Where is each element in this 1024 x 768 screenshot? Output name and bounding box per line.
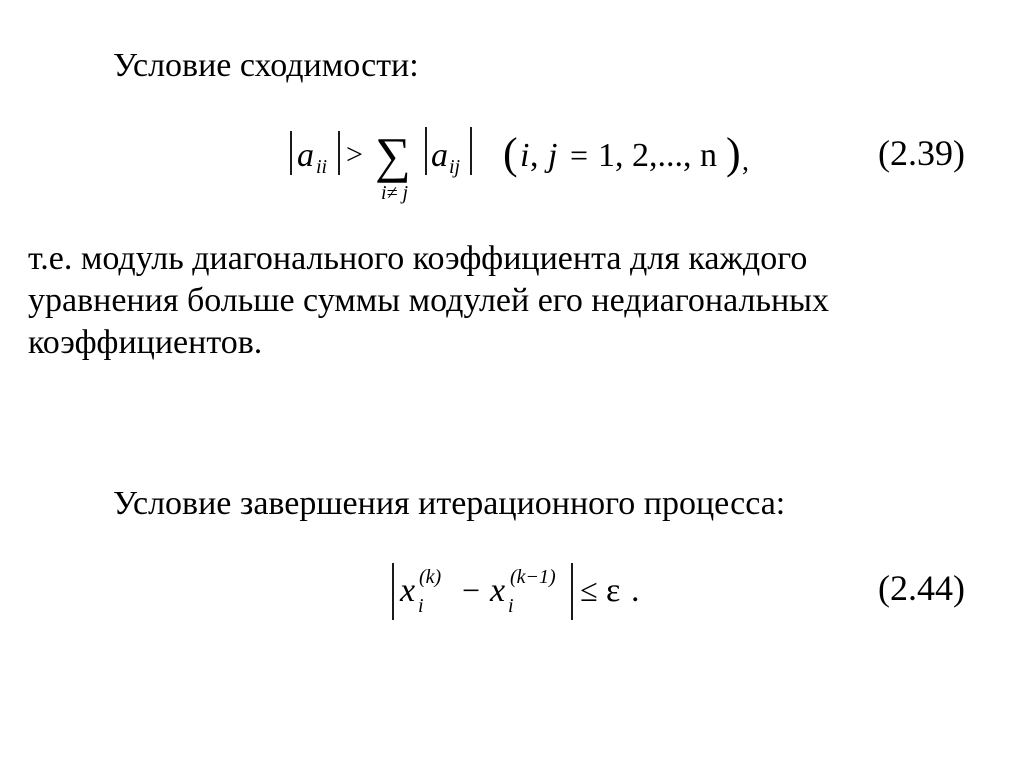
- open-parenthesis: (: [503, 129, 518, 178]
- x-superscript-k-minus-1: (k−1): [510, 566, 556, 588]
- close-parenthesis: ): [726, 129, 741, 178]
- x-variable-1: x: [400, 572, 416, 609]
- lhs-variable: a: [297, 137, 314, 174]
- termination-condition-heading: Условие завершения итерационного процесса:: [113, 485, 786, 522]
- equation-number-2-39: (2.39): [878, 133, 965, 173]
- x-superscript-k: (k): [419, 566, 442, 588]
- greater-than-sign: >: [346, 138, 363, 171]
- rhs-variable: a: [431, 137, 448, 174]
- paragraph-line-1: т.е. модуль диагонального коэффициента для каждого: [28, 240, 808, 277]
- x-subscript-1: i: [418, 595, 424, 617]
- convergence-formula: [0, 0, 1024, 220]
- epsilon-symbol: ε: [606, 572, 621, 609]
- lhs-subscript: ii: [316, 156, 328, 178]
- index-comma: ,: [530, 137, 539, 174]
- trailing-period: .: [631, 572, 640, 609]
- index-range: 1, 2,..., n: [598, 137, 717, 174]
- paragraph-line-2: уравнения больше суммы модулей его недиагональных: [28, 282, 830, 319]
- equation-number-2-44: (2.44): [878, 568, 965, 608]
- sum-symbol: ∑: [375, 127, 411, 183]
- termination-formula: [0, 540, 1024, 640]
- equals-sign: =: [570, 137, 589, 173]
- less-or-equal-sign: ≤: [580, 572, 598, 608]
- index-i: i: [520, 137, 530, 174]
- x-variable-2: x: [490, 572, 506, 609]
- minus-sign: −: [462, 572, 481, 608]
- trailing-comma: ,: [742, 146, 749, 177]
- explanation-paragraph: [28, 238, 1003, 364]
- sum-index: i≠ j: [381, 182, 409, 204]
- convergence-condition-heading: Условие сходимости:: [113, 47, 419, 84]
- rhs-subscript: ij: [449, 156, 461, 178]
- index-j: j: [548, 137, 558, 174]
- x-subscript-2: i: [508, 595, 514, 617]
- paragraph-line-3: коэффициентов.: [28, 324, 263, 361]
